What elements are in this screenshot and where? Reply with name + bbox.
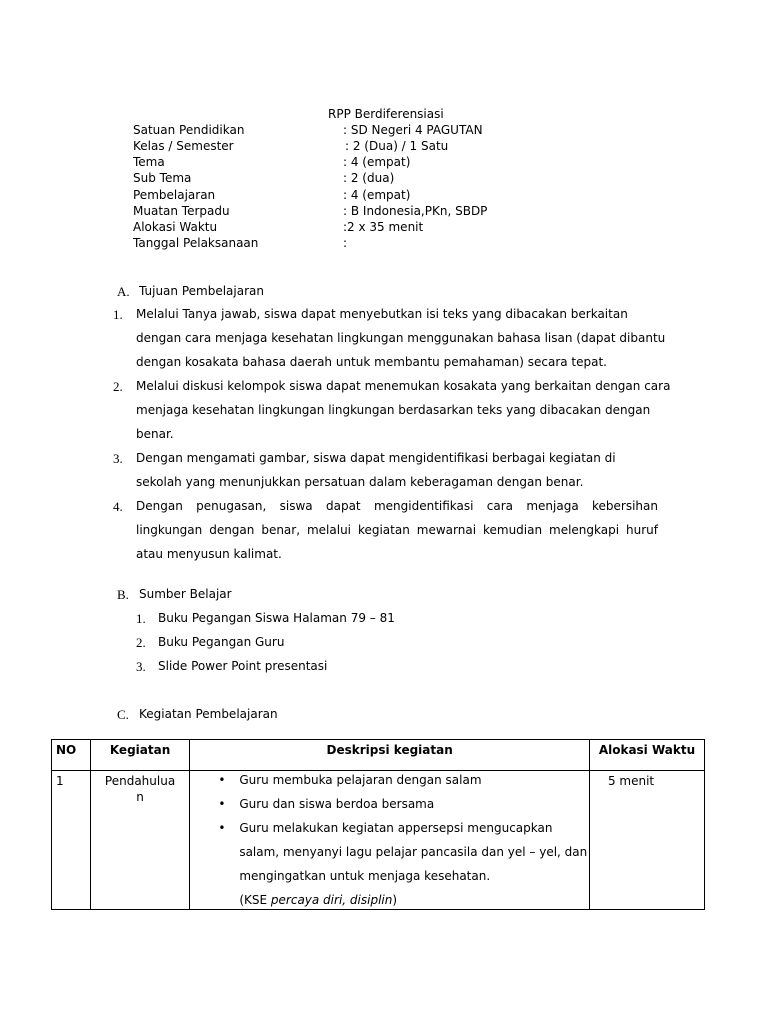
cell-no (52, 771, 91, 910)
identity-label: Sub Tema (133, 171, 192, 185)
identity-value: : 4 (empat) (343, 155, 411, 169)
identity-value: : 4 (empat) (343, 188, 411, 202)
cell-alokasi (589, 771, 704, 910)
paragraph-line: atau menyusun kalimat. (136, 547, 282, 561)
paragraph-line: Dengan penugasan, siswa dapat mengidentifikasi cara menjaga kebersihan (136, 499, 658, 513)
kse-suffix: ) (392, 893, 398, 907)
item-number: 4. (113, 499, 123, 514)
identity-label: Alokasi Waktu (133, 220, 218, 234)
paragraph-line: benar. (136, 427, 174, 441)
continuation-text: mengingatkan untuk menjaga kesehatan. (239, 869, 491, 883)
bullet-icon: • (218, 797, 226, 811)
header-alokasi: Alokasi Waktu (589, 740, 704, 771)
bullet-text: Guru dan siswa berdoa bersama (239, 797, 435, 811)
section-heading: Sumber Belajar (139, 587, 232, 601)
continuation-text: salam, menyanyi lagu pelajar pancasila dan yel – yel, dan (239, 845, 588, 859)
item-number: 2. (136, 635, 146, 650)
paragraph-line: Melalui diskusi kelompok siswa dapat menemukan kosakata yang berkaitan dengan cara (136, 379, 671, 393)
alokasi-value: 5 menit (607, 774, 655, 788)
header-no: NO (52, 740, 91, 771)
cell-kegiatan (90, 771, 190, 910)
bullet-icon: • (218, 821, 226, 835)
kse-prefix: (KSE (239, 893, 271, 907)
paragraph-line: menjaga kesehatan lingkungan lingkungan berdasarkan teks yang dibacakan dengan (136, 403, 651, 417)
header-kegiatan: Kegiatan (90, 740, 190, 771)
bullet-icon: • (218, 773, 226, 787)
section-marker: A. (117, 284, 130, 299)
item-number: 1. (113, 307, 123, 322)
paragraph-line: dengan kosakata bahasa daerah untuk membantu pemahaman) secara tepat. (136, 355, 607, 369)
identity-label: Muatan Terpadu (133, 204, 230, 218)
table-row (52, 771, 705, 910)
row-number: 1 (56, 774, 64, 788)
kegiatan-text-line: n (136, 790, 144, 804)
identity-value: : 2 (dua) (343, 171, 395, 185)
document-title: RPP Berdiferensiasi (328, 107, 444, 121)
paragraph-line: dengan cara menjaga kesehatan lingkungan menggunakan bahasa lisan (dapat dibantu (136, 331, 666, 345)
identity-label: Tema (133, 155, 165, 169)
item-number: 1. (136, 611, 146, 626)
header-deskripsi: Deskripsi kegiatan (190, 740, 590, 771)
kse-note (239, 893, 397, 907)
item-number: 2. (113, 379, 123, 394)
table-header-row (52, 740, 705, 771)
list-item: Slide Power Point presentasi (158, 659, 328, 673)
section-heading: Tujuan Pembelajaran (139, 284, 264, 298)
identity-value: : SD Negeri 4 PAGUTAN (343, 123, 483, 137)
paragraph-line: Dengan mengamati gambar, siswa dapat mengidentifikasi berbagai kegiatan di (136, 451, 616, 465)
item-number: 3. (136, 659, 146, 674)
identity-label: Satuan Pendidikan (133, 123, 245, 137)
paragraph-line: sekolah yang menunjukkan persatuan dalam keberagaman dengan benar. (136, 475, 584, 489)
list-item: Buku Pegangan Guru (158, 635, 285, 649)
identity-value: : 2 (Dua) / 1 Satu (345, 139, 449, 153)
item-number: 3. (113, 451, 123, 466)
identity-value: : B Indonesia,PKn, SBDP (343, 204, 488, 218)
cell-deskripsi (190, 771, 590, 910)
kegiatan-table (51, 739, 705, 910)
list-item: Buku Pegangan Siswa Halaman 79 – 81 (158, 611, 395, 625)
identity-label: Kelas / Semester (133, 139, 234, 153)
bullet-text: Guru membuka pelajaran dengan salam (239, 773, 482, 787)
kse-values: percaya diri, disiplin (270, 893, 393, 907)
identity-value: : (343, 236, 348, 250)
bullet-text: Guru melakukan kegiatan appersepsi mengucapkan (239, 821, 553, 835)
identity-label: Pembelajaran (133, 188, 216, 202)
section-heading: Kegiatan Pembelajaran (139, 707, 278, 721)
paragraph-line: Melalui Tanya jawab, siswa dapat menyebutkan isi teks yang dibacakan berkaitan (136, 307, 628, 321)
identity-label: Tanggal Pelaksanaan (133, 236, 259, 250)
paragraph-line: lingkungan dengan benar, melalui kegiatan mewarnai kemudian melengkapi huruf (136, 523, 658, 537)
section-marker: C. (117, 707, 129, 722)
identity-value: :2 x 35 menit (343, 220, 424, 234)
section-marker: B. (117, 587, 129, 602)
kegiatan-text-line: Pendahulua (104, 774, 176, 788)
